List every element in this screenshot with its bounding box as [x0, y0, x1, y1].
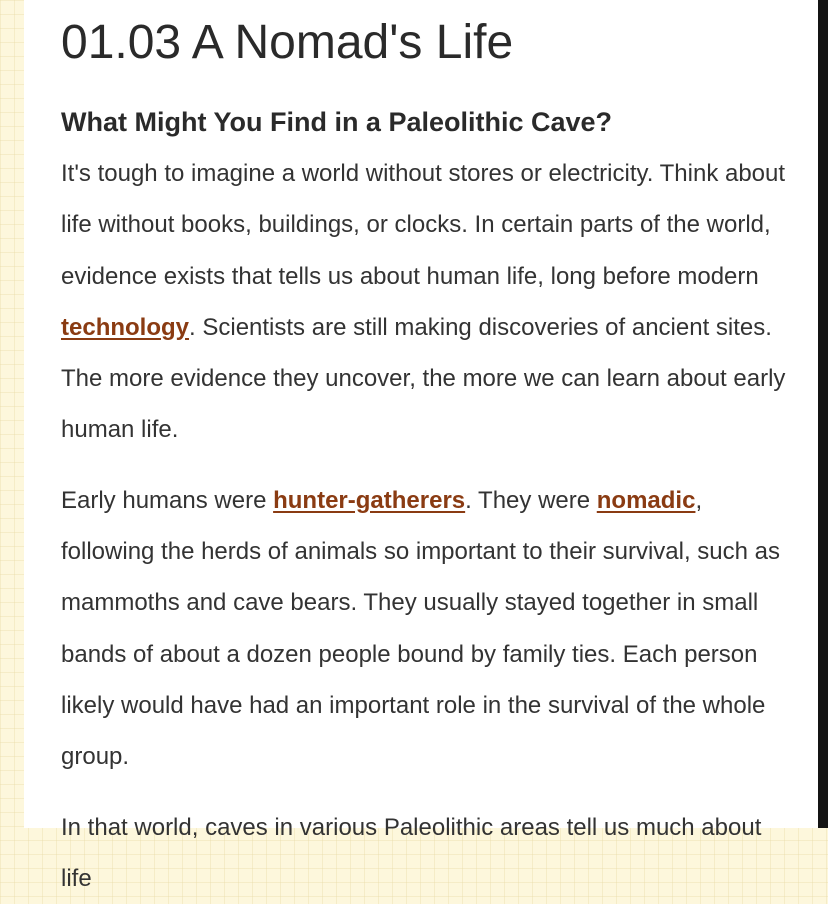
paragraph-text: , following the herds of animals so important to their survival, such as mammoths and cave bears. They usually stayed together in small bands of about a dozen people bound by family ties. Each person likely would have had an important role in the survival of the whole group.: [61, 486, 781, 771]
vocab-link-technology[interactable]: technology: [61, 313, 190, 341]
paragraph-text: Early humans were: [61, 486, 274, 514]
paragraph-3: [61, 802, 791, 904]
page-title: 01.03 A Nomad's Life: [61, 16, 514, 69]
paragraph-text: . Scientists are still making discoveries of ancient sites. The more evidence they uncover, the more we can learn about early human life.: [61, 313, 786, 444]
vocab-link-nomadic[interactable]: nomadic: [596, 486, 696, 514]
paragraph-text: In that world, caves in various Paleolithic areas tell us much about life: [61, 813, 762, 892]
lesson-content: [61, 14, 791, 904]
paragraph-text: It's tough to imagine a world without stores or electricity. Think about life without books, buildings, or clocks. In certain parts of the world, evidence exists that tells us about human life, long before modern: [61, 160, 786, 290]
vocab-link-hunter-gatherers[interactable]: hunter-gatherers: [273, 486, 466, 514]
window-edge: [818, 0, 828, 828]
paragraph-1: [61, 148, 791, 456]
paragraph-2: [61, 475, 791, 783]
paragraph-text: . They were: [465, 486, 597, 514]
lesson-page: [24, 0, 818, 892]
section-heading: What Might You Find in a Paleolithic Cave?: [61, 107, 613, 137]
